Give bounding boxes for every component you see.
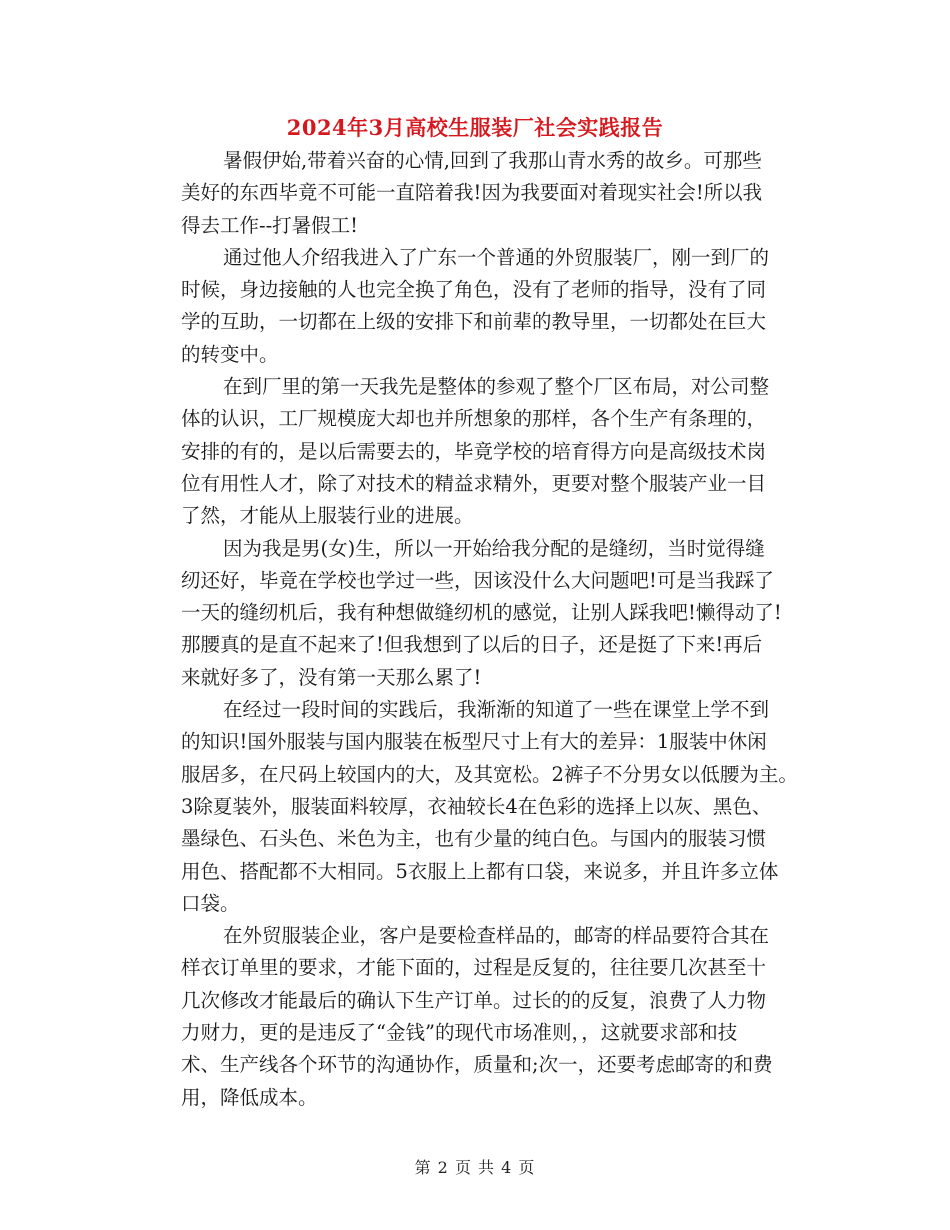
paragraph-1 (142, 145, 822, 242)
text-line: 在到厂里的第一天我先是整体的参观了整个厂区布局，对公司整 (223, 375, 770, 399)
text-line: 学的互助，一切都在上级的安排下和前辈的教导里，一切都处在巨大 (181, 310, 767, 334)
text-line: 位有用性人才，除了对技术的精益求精外，更要对整个服装产业一目 (181, 471, 767, 495)
text-line: 因为我是男(女)生，所以一开始给我分配的是缝纫，当时觉得缝 (223, 536, 765, 560)
text-line: 口袋。 (181, 891, 240, 915)
text-line: 暑假伊始,带着兴奋的心情,回到了我那山青水秀的故乡。可那些 (223, 149, 762, 172)
document-title: 2024年3月高校生服装厂社会实践报告 (286, 115, 664, 140)
paragraph-6 (142, 920, 822, 1114)
text-line: 墨绿色、石头色、米色为主，也有少量的纯白色。与国内的服装习惯 (181, 827, 767, 851)
text-line: 服居多，在尺码上较国内的大，及其宽松。2裤子不分男女以低腰为主。 (181, 762, 798, 786)
text-line: 样衣订单里的要求，才能下面的，过程是反复的，往往要几次甚至十 (181, 956, 767, 980)
text-line: 用，降低成本。 (181, 1085, 318, 1109)
text-line: 在外贸服装企业，客户是要检查样品的，邮寄的样品要符合其在 (223, 924, 770, 948)
text-line: 一天的缝纫机后，我有种想做缝纫机的感觉，让别人踩我吧!懒得动了! (181, 601, 782, 625)
text-line: 那腰真的是直不起来了!但我想到了以后的日子，还是挺了下来!再后 (181, 633, 763, 657)
text-line: 的转变中。 (181, 342, 279, 366)
paragraph-3 (142, 371, 822, 532)
text-line: 来就好多了，没有第一天那么累了! (181, 665, 482, 689)
text-line: 体的认识，工厂规模庞大却也并所想象的那样，各个生产有条理的， (181, 407, 767, 431)
text-line: 在经过一段时间的实践后，我渐渐的知道了一些在课堂上学不到 (223, 698, 770, 722)
text-line: 用色、搭配都不大相同。5衣服上上都有口袋，来说多，并且许多立体 (181, 859, 779, 883)
text-line: 了然，才能从上服装行业的进展。 (181, 504, 474, 528)
text-line: 3除夏装外，服装面料较厚，衣袖较长4在色彩的选择上以灰、黑色、 (181, 794, 772, 818)
text-line: 几次修改才能最后的确认下生产订单。过长的的反复，浪费了人力物 (181, 988, 767, 1012)
paragraph-5 (142, 694, 822, 920)
text-line: 安排的有的，是以后需要去的，毕竟学校的培育得方向是高级技术岗 (181, 439, 767, 463)
text-line: 美好的东西毕竟不可能一直陪着我!因为我要面对着现实社会!所以我 (181, 181, 763, 205)
text-line: 术、生产线各个环节的沟通协作，质量和;次一，还要考虑邮寄的和费 (181, 1053, 773, 1077)
text-line: 得去工作--打暑假工! (181, 213, 359, 237)
paragraph-4 (142, 533, 822, 694)
text-line: 的知识!国外服装与国内服装在板型尺寸上有大的差异：1服装中休闲 (181, 730, 767, 754)
paragraph-2 (142, 242, 822, 371)
document-body (142, 145, 822, 1114)
text-line: 力财力，更的是违反了“金钱”的现代市场准则，，这就要求部和技 (181, 1021, 738, 1045)
text-line: 纫还好，毕竟在学校也学过一些，因该没什么大问题吧!可是当我踩了 (181, 568, 774, 592)
page-footer: 第 2 页 共 4 页 (414, 1158, 536, 1177)
text-line: 时候，身边接触的人也完全换了角色，没有了老师的指导，没有了同 (181, 278, 767, 302)
text-line: 通过他人介绍我进入了广东一个普通的外贸服装厂，刚一到厂的 (223, 245, 770, 269)
